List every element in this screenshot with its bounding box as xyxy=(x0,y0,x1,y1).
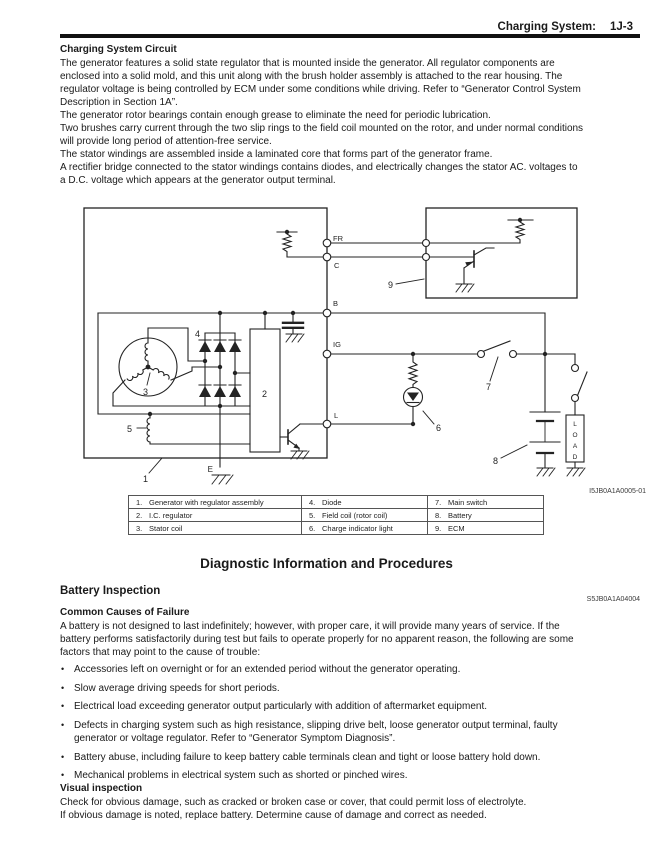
table-row xyxy=(129,509,544,522)
common-causes-intro xyxy=(60,620,646,659)
heading-visual-inspection: Visual inspection xyxy=(60,783,143,794)
procedure-code: S5JB0A1A04004 xyxy=(586,596,640,603)
text-line: Check for obvious damage, such as cracked or broken case or cover, that could permit loss of electrolyte. xyxy=(60,797,527,808)
section-heading-diagnostic: Diagnostic Information and Procedures xyxy=(200,556,453,571)
load-branch xyxy=(566,354,587,476)
text-line: • Accessories left on overnight or for an extended period without the generator operating. xyxy=(74,664,461,675)
legend-cell: 4. Diode xyxy=(302,496,428,509)
callout-2: 2 xyxy=(262,389,268,399)
terminal-label-ig: IG xyxy=(333,340,341,349)
text-line: If obvious damage is noted, replace battery. Determine cause of damage and correct as needed. xyxy=(60,810,487,821)
list-item xyxy=(60,682,646,696)
subsection-heading-battery-inspection: Battery Inspection xyxy=(60,585,161,597)
ecm-box xyxy=(331,208,577,298)
load-letter: D xyxy=(572,454,578,461)
list-item xyxy=(60,769,646,783)
circuit-diagram xyxy=(0,205,653,497)
ig-wire-main-switch xyxy=(331,341,575,392)
text-line: The generator features a solid state regulator that is mounted inside the generator. All regulator components are xyxy=(60,58,555,69)
text-line: A battery is not designed to last indefinitely; however, with proper care, it will provide many years of service. If the xyxy=(60,621,560,632)
e-terminal xyxy=(208,406,233,484)
legend-cell: 6. Charge indicator light xyxy=(302,522,428,535)
generator-terminals xyxy=(323,234,343,428)
legend-cell: 2. I.C. regulator xyxy=(129,509,302,522)
legend-cell: 7. Main switch xyxy=(428,496,544,509)
diode-row-lower xyxy=(199,385,241,397)
heading-common-causes: Common Causes of Failure xyxy=(60,607,190,618)
list-item xyxy=(60,751,646,765)
text-line: enclosed into a solid mold, and this unit along with the brush holder assembly is attached to the rear housing. The xyxy=(60,71,563,82)
table-row xyxy=(129,496,544,509)
list-item xyxy=(60,719,646,746)
text-line: The stator windings are assembled inside a laminated core that forms part of the generator frame. xyxy=(60,149,493,160)
callout-8: 8 xyxy=(493,456,499,466)
section-heading-charging-circuit: Charging System Circuit xyxy=(60,44,177,55)
generator-transistor xyxy=(280,424,323,459)
text-line: The generator rotor bearings contain enough grease to eliminate the need for periodic lubrication. xyxy=(60,110,491,121)
text-line: Two brushes carry current through the two slip rings to the field coil mounted on the rotor, and under normal conditions xyxy=(60,123,584,134)
load-letter: L xyxy=(573,421,577,428)
text-line: a D.C. voltage which appears at the generator output terminal. xyxy=(60,175,336,186)
list-item xyxy=(60,700,646,714)
text-line: A rectifier bridge connected to the stator windings contains diodes, and electrically changes the stator AC. voltages to xyxy=(60,162,578,173)
field-coil xyxy=(127,412,250,444)
text-line: • Electrical load exceeding generator output particularly with addition of aftermarket equipment. xyxy=(74,701,488,712)
text-line: • Defects in charging system such as high resistance, slipping drive belt, loose generator output terminal, faulty xyxy=(74,719,558,731)
battery-symbol xyxy=(493,354,560,476)
terminal-label-l: L xyxy=(334,411,339,420)
legend-cell: 9. ECM xyxy=(428,522,544,535)
callout-4: 4 xyxy=(194,329,200,339)
callout-5: 5 xyxy=(127,424,133,434)
callout-9: 9 xyxy=(388,280,394,290)
terminal-label-b: B xyxy=(333,299,339,308)
ic-regulator-box xyxy=(250,313,280,452)
fr-resistor xyxy=(277,230,323,257)
page-number: 1J-3 xyxy=(609,21,633,33)
table-row xyxy=(129,522,544,535)
charge-indicator-light xyxy=(331,354,441,433)
charging-circuit-paragraphs xyxy=(60,57,646,187)
text-line: • Slow average driving speeds for short periods. xyxy=(74,682,280,694)
diagram-legend-table xyxy=(128,495,544,535)
figure-code: I5JB0A1A0005-01 xyxy=(589,488,646,495)
callout-3: 3 xyxy=(143,387,149,397)
text-line: battery performs satisfactorily during test but fails to operate properly for no apparent reason, the following are some xyxy=(60,634,574,645)
text-line: regulator voltage is being controlled by ECM under some conditions while driving. Refer to “Generator Control System xyxy=(60,84,581,95)
list-item xyxy=(60,663,646,677)
header-title: Charging System: xyxy=(497,21,596,33)
b-output-wire xyxy=(331,313,547,356)
stator-coil xyxy=(119,338,177,397)
page-header xyxy=(0,21,633,33)
load-letter: O xyxy=(572,432,578,439)
terminal-label-c: C xyxy=(334,261,340,270)
legend-cell: 5. Field coil (rotor coil) xyxy=(302,509,428,522)
legend-cell: 3. Stator coil xyxy=(129,522,302,535)
callout-1-group xyxy=(143,458,162,484)
text-line: • Mechanical problems in electrical system such as shorted or pinched wires. xyxy=(74,770,408,781)
internal-wiring xyxy=(98,311,327,414)
capacitor xyxy=(283,313,304,342)
legend-cell: 1. Generator with regulator assembly xyxy=(129,496,302,509)
text-line: Description in Section 1A”. xyxy=(60,97,178,108)
callout-6: 6 xyxy=(436,423,442,433)
text-line: • Battery abuse, including failure to keep battery cable terminals clean and tight or loose battery hold down. xyxy=(74,751,541,763)
load-letter: A xyxy=(572,443,578,450)
callout-1: 1 xyxy=(143,474,149,484)
header-rule xyxy=(60,34,640,38)
legend-cell: 8. Battery xyxy=(428,509,544,522)
callout-7: 7 xyxy=(486,382,492,392)
text-line: generator or voltage regulator. Refer to “Generator Symptom Diagnosis”. xyxy=(74,733,396,744)
terminal-label-e: E xyxy=(207,465,213,474)
text-line: factors that may point to the cause of trouble: xyxy=(60,647,261,658)
text-line: will provide long period of attention-free service. xyxy=(60,136,272,147)
diode-row-upper xyxy=(199,340,241,352)
visual-inspection-paragraph xyxy=(60,796,646,822)
common-causes-bullet-list xyxy=(60,663,646,788)
diode-bridge xyxy=(113,313,250,408)
terminal-label-fr: FR xyxy=(333,234,343,243)
